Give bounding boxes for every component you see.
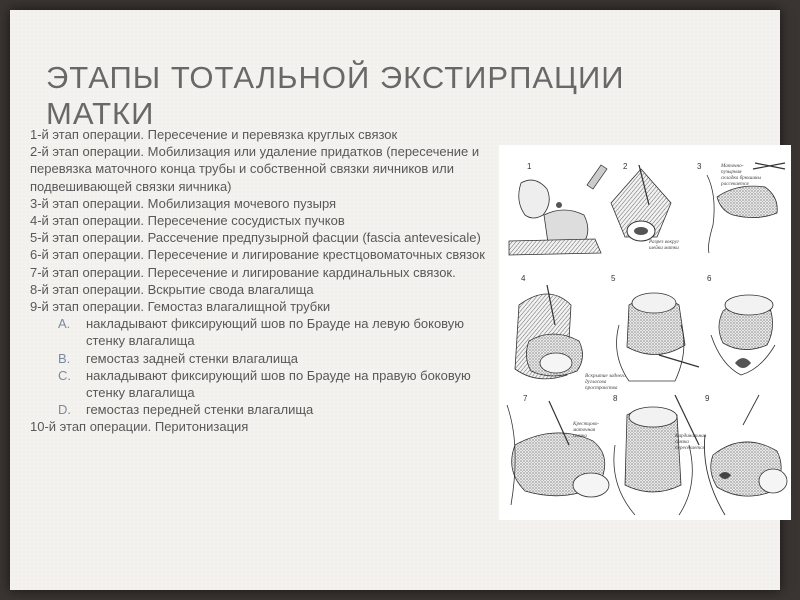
slide-title: ЭТАПЫ ТОТАЛЬНОЙ ЭКСТИРПАЦИИ МАТКИ xyxy=(46,60,625,131)
panel-3-caption-2: пузырная xyxy=(721,169,742,175)
substep-c xyxy=(30,367,492,401)
step-1: 1-й этап операции. Пересечение и перевязка круглых связок xyxy=(30,127,398,142)
panel-2-number: 2 xyxy=(623,162,628,171)
panel-8 xyxy=(613,394,707,515)
panel-9-number: 9 xyxy=(705,394,710,403)
steps-list xyxy=(30,126,492,436)
panel-5-number: 5 xyxy=(611,274,616,283)
substep-d xyxy=(30,401,492,418)
substep-b xyxy=(30,350,492,367)
panel-4-number: 4 xyxy=(521,274,526,283)
panel-3-caption-4: рассекается xyxy=(721,181,749,187)
panel-4 xyxy=(515,274,583,379)
panel-1 xyxy=(509,162,607,255)
panel-8-caption-2: связка xyxy=(675,439,689,445)
panel-5-caption-1: Вскрытие заднего xyxy=(585,373,626,379)
panel-3-caption-3: складка брюшины xyxy=(721,175,762,181)
step-6: 6-й этап операции. Пересечение и лигирование крестцовоматочных связок xyxy=(30,247,485,263)
panel-7 xyxy=(507,394,609,505)
panel-2-caption-1: Разрез вокруг xyxy=(649,239,679,245)
substep-a-label: A. xyxy=(58,316,71,332)
slide xyxy=(10,10,780,590)
step-5: 5-й этап операции. Рассечение предпузырной фасции (fascia antevesicale) xyxy=(30,230,481,246)
panel-7-caption-3: связка xyxy=(573,433,587,439)
substep-d-label: D. xyxy=(58,402,71,418)
substep-b-text: гемостаз задней стенки влагалища xyxy=(86,350,299,366)
panel-7-number: 7 xyxy=(523,394,528,403)
substep-d-text: гемостаз передней стенки влагалища xyxy=(86,402,314,418)
panel-2 xyxy=(611,162,679,251)
substep-a-text: накладывают фиксирующий шов по Брауде на левую боковую стенку влагалища xyxy=(86,316,465,349)
substep-a xyxy=(30,315,492,349)
panel-8-caption-1: Кардинальная xyxy=(675,433,707,439)
panel-8-caption-3: пересекается xyxy=(675,445,705,451)
step-10: 10-й этап операции. Перитонизация xyxy=(30,419,249,435)
panel-5 xyxy=(585,274,699,391)
surgical-illustration-svg xyxy=(499,145,791,520)
step-4: 4-й этап операции. Пересечение сосудистых пучков xyxy=(30,213,345,229)
panel-7-caption-2: маточная xyxy=(573,427,596,433)
substep-c-label: C. xyxy=(58,367,71,383)
panel-3-number: 3 xyxy=(697,162,702,171)
surgical-illustration xyxy=(499,145,791,520)
step-9: 9-й этап операции. Гемостаз влагалищной трубки xyxy=(30,299,331,315)
substep-c-text: накладывают фиксирующий шов по Брауде на правую боковую стенку влагалища xyxy=(86,367,471,401)
panel-5-caption-3: пространства xyxy=(585,385,618,391)
panel-2-caption-2: шейки матки xyxy=(649,245,679,251)
panel-6 xyxy=(707,274,775,375)
panel-1-number: 1 xyxy=(527,162,532,171)
step-3: 3-й этап операции. Мобилизация мочевого пузыря xyxy=(30,195,337,211)
panel-9 xyxy=(704,394,787,515)
step-2: 2-й этап операции. Мобилизация или удаление придатков (пересечение и перевязка маточного конца трубы и собственной связки яичников или подвешивающей связки яичника) xyxy=(30,144,480,194)
panel-5-caption-2: дугласова xyxy=(585,379,607,385)
panel-8-number: 8 xyxy=(613,394,618,403)
substep-b-label: B. xyxy=(58,350,71,366)
panel-6-number: 6 xyxy=(707,274,712,283)
panel-3 xyxy=(697,162,785,253)
panel-3-caption-1: Маточно- xyxy=(721,163,744,169)
step-7: 7-й этап операции. Пересечение и лигирование кардинальных связок. xyxy=(30,264,456,280)
panel-7-caption-1: Крестцово- xyxy=(573,421,600,427)
step-8: 8-й этап операции. Вскрытие свода влагалища xyxy=(30,281,314,297)
